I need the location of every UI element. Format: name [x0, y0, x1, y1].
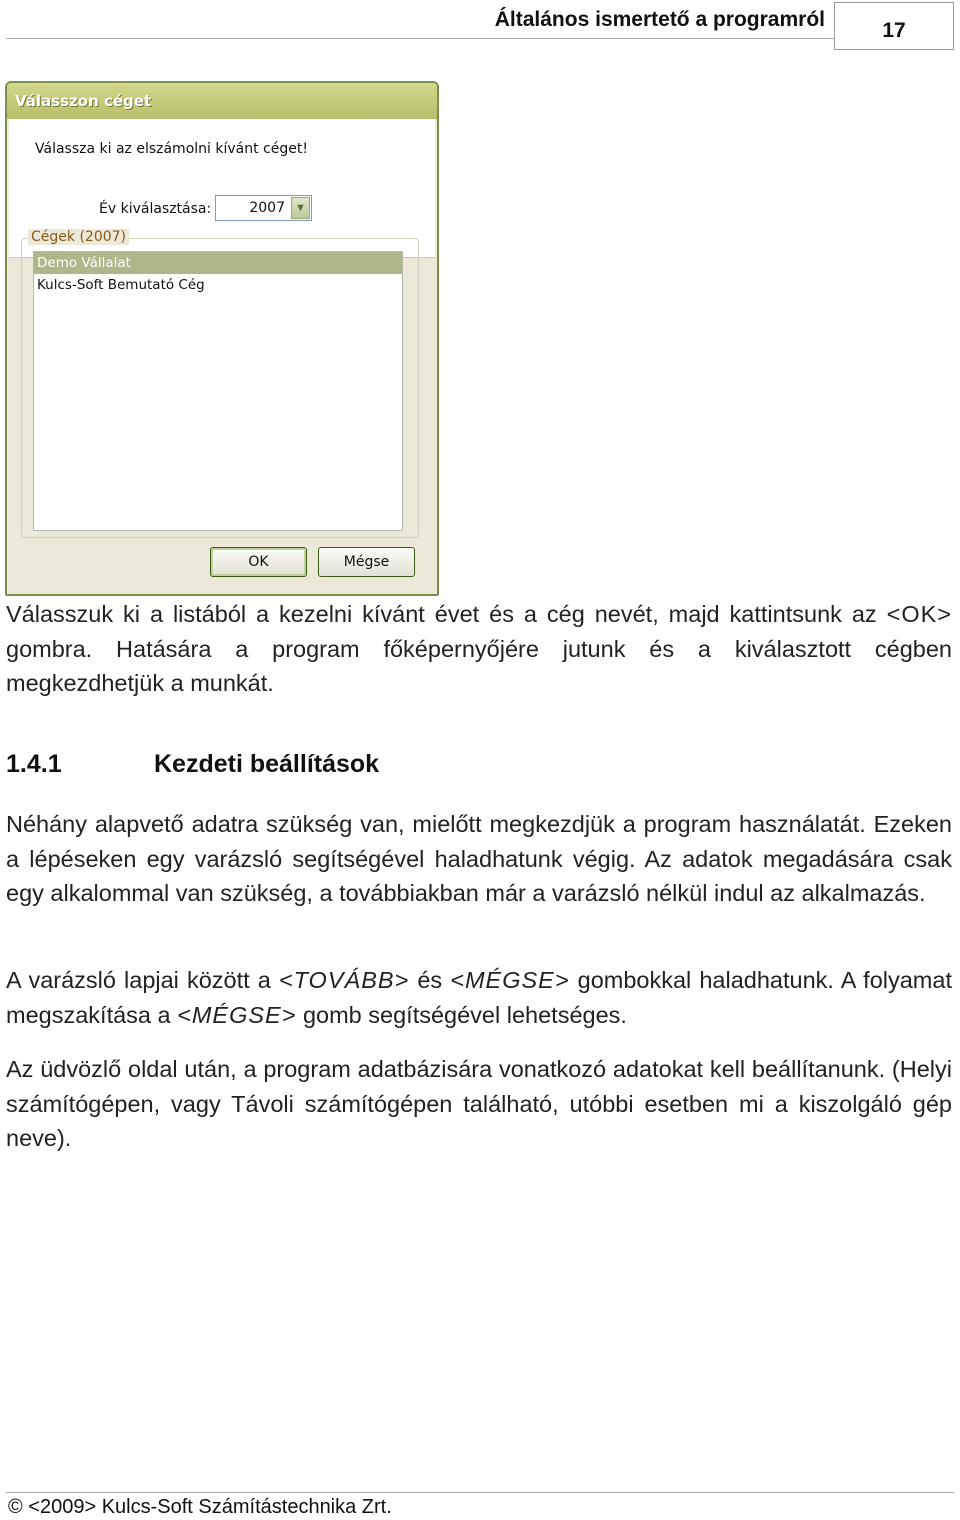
paragraph-initial-settings: Néhány alapvető adatra szükség van, mielőtt megkezdjük a program használatát. Ezeken a lépéseken egy varázsló segítségével haladhatunk végig. Az adatok megadására csak egy alkalommal van szükség, a továbbiakban már a varázsló nélkül indul az alkalmazás.	[6, 811, 952, 906]
paragraph-wizard-navigation	[6, 963, 952, 1032]
paragraph-database-settings: Az üdvözlő oldal után, a program adatbázisára vonatkozó adatokat kell beállítanunk. (Helyi számítógépen, vagy Távoli számítógépen található, utóbbi esetben mi a kiszolgáló gép neve).	[6, 1056, 952, 1151]
list-item[interactable]: Kulcs-Soft Bemutató Cég	[37, 277, 205, 293]
year-label: Év kiválasztása:	[99, 201, 212, 217]
para3-text-1: A varázsló lapjai között a	[6, 967, 279, 993]
section-title: Kezdeti beállítások	[154, 750, 380, 778]
cancel-code-2: <MÉGSE>	[177, 1001, 297, 1028]
dialog-prompt: Válassza ki az elszámolni kívánt céget!	[35, 141, 308, 157]
footer-copyright: © <2009> Kulcs-Soft Számítástechnika Zrt.	[8, 1496, 392, 1518]
year-value: 2007	[249, 200, 285, 216]
cancel-button[interactable]: Mégse	[318, 547, 415, 577]
company-list[interactable]	[33, 251, 403, 531]
para3-text-4: gomb segítségével lehetséges.	[296, 1001, 627, 1028]
para3-text-2: és	[409, 967, 451, 993]
page-header-title: Általános ismertető a programról	[494, 8, 825, 31]
footer-divider	[6, 1492, 954, 1493]
chevron-down-icon[interactable]: ▼	[291, 197, 310, 219]
ok-button[interactable]: OK	[210, 547, 307, 577]
company-group	[21, 229, 419, 538]
dialog-titlebar: Válasszon céget	[7, 83, 437, 119]
page-number: 17	[834, 2, 954, 50]
para3-text-3: gombokkal haladhatunk. A folyamat megszakítása a	[6, 967, 952, 1028]
paragraph-select-year	[6, 597, 952, 701]
para1-text-before: Válasszuk ki a listából a kezelni kívánt évet és a cég nevét, majd kattintsunk az	[6, 601, 887, 627]
select-company-dialog	[5, 81, 439, 596]
ok-code: <OK>	[886, 601, 952, 627]
year-select[interactable]	[215, 195, 312, 221]
next-code: <TOVÁBB>	[278, 967, 410, 993]
para1-text-after: gombra. Hatására a program főképernyőjére jutunk és a kiválasztott cégben megkezdhetjük a munkát.	[6, 635, 952, 696]
header-divider	[6, 38, 834, 39]
section-number: 1.4.1	[6, 750, 62, 778]
company-group-label: Cégek (2007)	[28, 229, 129, 245]
cancel-code: <MÉGSE>	[450, 967, 570, 993]
list-item[interactable]: Demo Vállalat	[34, 252, 402, 274]
